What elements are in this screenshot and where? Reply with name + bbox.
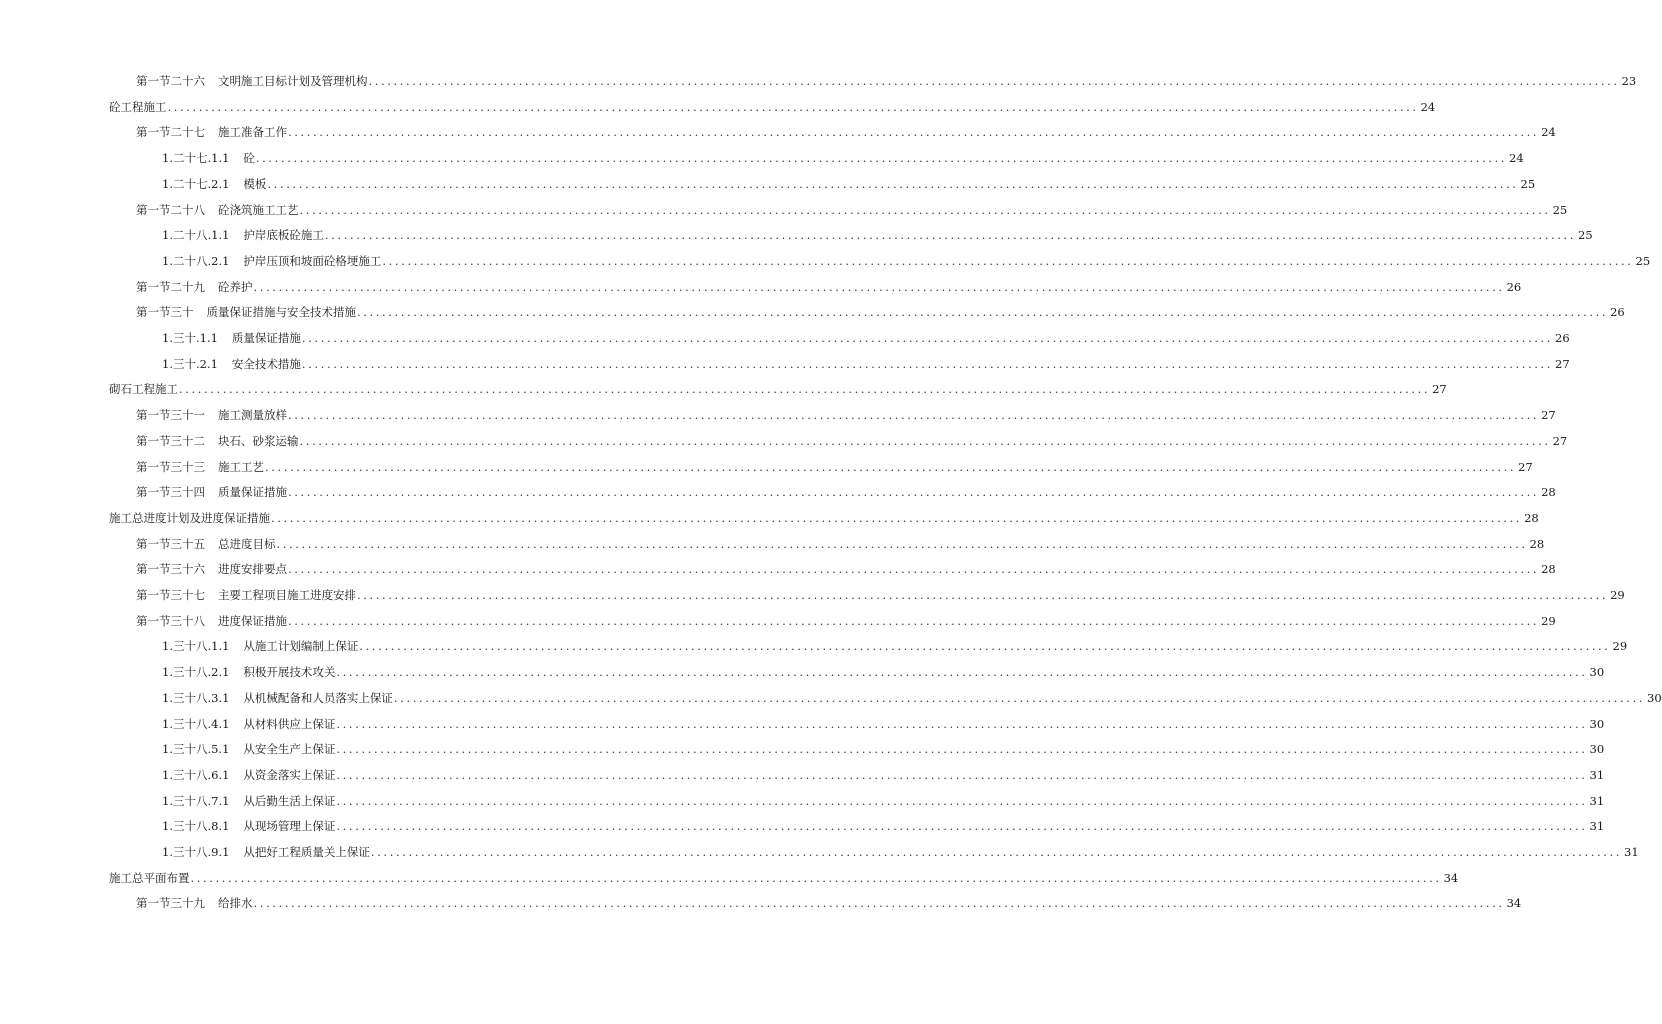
toc-entry-number: 第一节三十六 [136, 562, 205, 577]
toc-page-number: 30 [1589, 742, 1605, 757]
toc-dot-leader: ........................................................................................................................................................................................................ [271, 510, 1523, 525]
toc-entry[interactable] [162, 148, 1524, 168]
toc-entry-number: 第一节三十八 [136, 613, 205, 628]
toc-dot-leader: ........................................................................................................................................................................................................ [255, 151, 1508, 166]
toc-entry-number: 第一节二十九 [136, 279, 205, 294]
toc-page-number: 27 [1555, 356, 1570, 371]
toc-entry-title: 施工准备工作 [218, 125, 287, 140]
toc-page-number: 34 [1443, 870, 1459, 885]
toc-entry-number: 第一节三十七 [136, 588, 205, 602]
toc-page-number: 30 [1647, 690, 1662, 705]
toc-entry[interactable] [162, 791, 1605, 811]
toc-entry-title: 砌石工程施工 [109, 382, 178, 397]
toc-page-number: 25 [1578, 228, 1593, 243]
toc-page-number: 30 [1589, 716, 1605, 731]
toc-dot-leader: ........................................................................................................................................................................................................ [267, 176, 1519, 191]
toc-entry[interactable] [109, 379, 1447, 399]
toc-dot-leader: ........................................................................................................................................................................................................ [167, 99, 1419, 114]
toc-entry[interactable] [136, 122, 1556, 142]
toc-dot-leader: ........................................................................................................................................................................................................ [336, 793, 1588, 808]
toc-entry-number: 1.三十八.2.1 [162, 665, 230, 680]
toc-dot-leader: ........................................................................................................................................................................................................ [368, 74, 1620, 88]
toc-entry-number: 1.三十八.8.1 [162, 819, 230, 834]
toc-page-number: 30 [1589, 665, 1605, 680]
toc-page-number: 27 [1432, 382, 1447, 397]
toc-dot-leader: ........................................................................................................................................................................................................ [288, 408, 1540, 423]
toc-entry[interactable] [136, 893, 1522, 913]
toc-entry-title: 从现场管理上保证 [243, 819, 336, 834]
toc-entry-number: 第一节二十六 [136, 74, 205, 88]
toc-entry-number: 1.三十八.6.1 [162, 767, 230, 782]
toc-entry[interactable] [136, 200, 1568, 220]
toc-dot-leader: ........................................................................................................................................................................................................ [288, 562, 1540, 577]
toc-entry-title: 质量保证措施与安全技术措施 [206, 305, 356, 320]
toc-entry-number: 第一节三十 [136, 305, 194, 320]
toc-entry-title: 从后勤生活上保证 [243, 793, 336, 808]
toc-entry[interactable] [162, 174, 1536, 194]
toc-entry-number: 1.二十七.1.1 [162, 151, 230, 166]
toc-dot-leader: ........................................................................................................................................................................................................ [190, 870, 1442, 885]
toc-entry-title: 砼养护 [218, 279, 253, 294]
toc-entry-number: 1.三十八.7.1 [162, 793, 230, 808]
toc-entry-number: 第一节三十一 [136, 408, 205, 423]
toc-entry[interactable] [136, 277, 1522, 297]
toc-entry[interactable] [162, 354, 1570, 374]
toc-dot-leader: ........................................................................................................................................................................................................ [301, 331, 1554, 345]
toc-entry-title: 质量保证措施 [218, 485, 287, 500]
toc-page-number: 23 [1621, 74, 1637, 88]
toc-page-number: 25 [1520, 176, 1536, 191]
toc-entry[interactable] [136, 559, 1556, 579]
toc-dot-leader: ........................................................................................................................................................................................................ [299, 433, 1551, 448]
toc-page-number: 27 [1541, 408, 1556, 423]
toc-page-number: 31 [1589, 767, 1605, 782]
toc-entry-number: 第一节二十七 [136, 125, 205, 140]
toc-entry-title: 总进度目标 [218, 536, 276, 551]
toc-entry[interactable] [162, 714, 1605, 734]
toc-entry[interactable] [136, 534, 1545, 554]
toc-dot-leader: ........................................................................................................................................................................................................ [288, 613, 1540, 628]
toc-page-number: 27 [1552, 433, 1568, 448]
toc-entry[interactable] [162, 739, 1605, 759]
toc-dot-leader: ........................................................................................................................................................................................................ [370, 845, 1623, 859]
toc-entry-title: 从材料供应上保证 [243, 716, 336, 731]
toc-page-number: 31 [1589, 819, 1605, 834]
toc-entry-title: 模板 [243, 176, 267, 191]
toc-entry-number: 1.三十八.4.1 [162, 716, 230, 731]
toc-entry-title: 文明施工目标计划及管理机构 [218, 74, 368, 88]
toc-dot-leader: ........................................................................................................................................................................................................ [357, 588, 1609, 602]
toc-entry-number: 1.三十八.1.1 [162, 639, 230, 654]
toc-entry-title: 从把好工程质量关上保证 [243, 845, 370, 859]
toc-dot-leader: ........................................................................................................................................................................................................ [276, 536, 1528, 551]
toc-page-number: 28 [1541, 485, 1556, 500]
toc-dot-leader: ........................................................................................................................................................................................................ [288, 125, 1540, 140]
toc-entry-title: 从施工计划编制上保证 [243, 639, 359, 654]
toc-entry[interactable] [136, 405, 1556, 425]
toc-page-number: 24 [1541, 125, 1556, 140]
toc-entry[interactable] [136, 302, 1625, 322]
toc-dot-leader: ........................................................................................................................................................................................................ [357, 305, 1609, 320]
toc-entry-title: 安全技术措施 [231, 356, 301, 371]
toc-page-number: 31 [1624, 845, 1639, 859]
toc-page-number: 28 [1524, 510, 1539, 525]
toc-entry-number: 第一节三十五 [136, 536, 205, 551]
toc-entry-number: 1.二十八.2.1 [162, 253, 230, 268]
toc-entry[interactable] [162, 328, 1570, 348]
toc-entry-title: 施工工艺 [218, 459, 264, 474]
toc-entry-number: 第一节三十九 [136, 896, 205, 911]
toc-entry[interactable] [109, 868, 1459, 888]
toc-dot-leader: ........................................................................................................................................................................................................ [359, 639, 1611, 654]
toc-entry-title: 砼工程施工 [109, 99, 167, 114]
toc-entry[interactable] [109, 97, 1436, 117]
toc-entry-title: 施工总平面布置 [109, 870, 190, 885]
toc-entry[interactable] [162, 225, 1593, 245]
toc-page-number: 24 [1420, 99, 1436, 114]
toc-entry[interactable] [162, 688, 1662, 708]
toc-page-number: 29 [1610, 588, 1625, 602]
toc-entry-title: 进度保证措施 [218, 613, 287, 628]
toc-dot-leader: ........................................................................................................................................................................................................ [336, 742, 1588, 757]
toc-entry-number: 第一节三十二 [136, 433, 205, 448]
toc-entry-title: 砼浇筑施工工艺 [218, 202, 299, 217]
toc-entry[interactable] [109, 508, 1539, 528]
toc-dot-leader: ........................................................................................................................................................................................................ [253, 896, 1505, 911]
toc-entry-title: 给排水 [218, 896, 253, 911]
toc-page-number: 26 [1506, 279, 1522, 294]
toc-dot-leader: ........................................................................................................................................................................................................ [336, 767, 1588, 782]
toc-entry-title: 护岸底板砼施工 [243, 228, 324, 243]
toc-entry-title: 质量保证措施 [231, 331, 301, 345]
toc-entry-title: 从机械配备和人员落实上保证 [243, 690, 393, 705]
toc-entry-number: 1.二十八.1.1 [162, 228, 230, 243]
toc-dot-leader: ........................................................................................................................................................................................................ [324, 228, 1577, 243]
toc-page-number: 26 [1555, 331, 1570, 345]
toc-page-number: 29 [1541, 613, 1556, 628]
toc-entry[interactable] [136, 611, 1556, 631]
toc-dot-leader: ........................................................................................................................................................................................................ [336, 665, 1588, 680]
toc-dot-leader: ........................................................................................................................................................................................................ [179, 382, 1431, 397]
toc-dot-leader: ........................................................................................................................................................................................................ [336, 819, 1588, 834]
toc-page-number: 28 [1529, 536, 1545, 551]
toc-entry-title: 块石、砂浆运输 [218, 433, 299, 448]
toc-entry-number: 第一节二十八 [136, 202, 205, 217]
toc-entry[interactable] [162, 662, 1605, 682]
toc-entry-number: 1.三十八.5.1 [162, 742, 230, 757]
toc-page-number: 31 [1589, 793, 1605, 808]
toc-entry-number: 1.三十.1.1 [162, 331, 218, 345]
toc-entry-title: 施工总进度计划及进度保证措施 [109, 510, 270, 525]
toc-entry-number: 1.三十八.9.1 [162, 845, 230, 859]
toc-page-number: 34 [1506, 896, 1522, 911]
toc-dot-leader: ........................................................................................................................................................................................................ [393, 690, 1646, 705]
toc-entry[interactable] [136, 585, 1625, 605]
toc-entry-title: 施工测量放样 [218, 408, 287, 423]
toc-page-number: 25 [1552, 202, 1568, 217]
toc-page-number: 28 [1541, 562, 1556, 577]
toc-entry[interactable] [162, 816, 1605, 836]
toc-entry[interactable] [136, 71, 1637, 91]
toc-entry-number: 1.二十七.2.1 [162, 176, 230, 191]
toc-page-number: 29 [1612, 639, 1628, 654]
toc-page-number: 26 [1610, 305, 1625, 320]
toc-entry[interactable] [136, 431, 1568, 451]
toc-entry-number: 1.三十.2.1 [162, 356, 218, 371]
toc-entry[interactable] [162, 636, 1628, 656]
toc-entry-title: 进度安排要点 [218, 562, 287, 577]
toc-dot-leader: ........................................................................................................................................................................................................ [382, 253, 1634, 268]
toc-entry[interactable] [136, 457, 1533, 477]
toc-entry[interactable] [162, 251, 1651, 271]
toc-entry-number: 第一节三十三 [136, 459, 205, 474]
toc-entry-number: 1.三十八.3.1 [162, 690, 230, 705]
toc-dot-leader: ........................................................................................................................................................................................................ [336, 716, 1588, 731]
toc-page-number: 25 [1635, 253, 1651, 268]
toc-entry-title: 主要工程项目施工进度安排 [218, 588, 356, 602]
toc-page-number: 27 [1518, 459, 1533, 474]
toc-dot-leader: ........................................................................................................................................................................................................ [301, 356, 1554, 371]
toc-entry[interactable] [162, 765, 1605, 785]
toc-dot-leader: ........................................................................................................................................................................................................ [265, 459, 1517, 474]
toc-entry-title: 积极开展技术攻关 [243, 665, 336, 680]
toc-entry[interactable] [162, 842, 1639, 862]
toc-dot-leader: ........................................................................................................................................................................................................ [288, 485, 1540, 500]
toc-dot-leader: ........................................................................................................................................................................................................ [299, 202, 1551, 217]
toc-entry[interactable] [136, 482, 1556, 502]
toc-entry-title: 从资金落实上保证 [243, 767, 336, 782]
toc-page-number: 24 [1509, 151, 1524, 166]
toc-entry-title: 砼 [243, 151, 255, 166]
toc-dot-leader: ........................................................................................................................................................................................................ [253, 279, 1505, 294]
toc-entry-title: 护岸压顶和坡面砼格埂施工 [243, 253, 382, 268]
toc-entry-title: 从安全生产上保证 [243, 742, 336, 757]
toc-entry-number: 第一节三十四 [136, 485, 205, 500]
